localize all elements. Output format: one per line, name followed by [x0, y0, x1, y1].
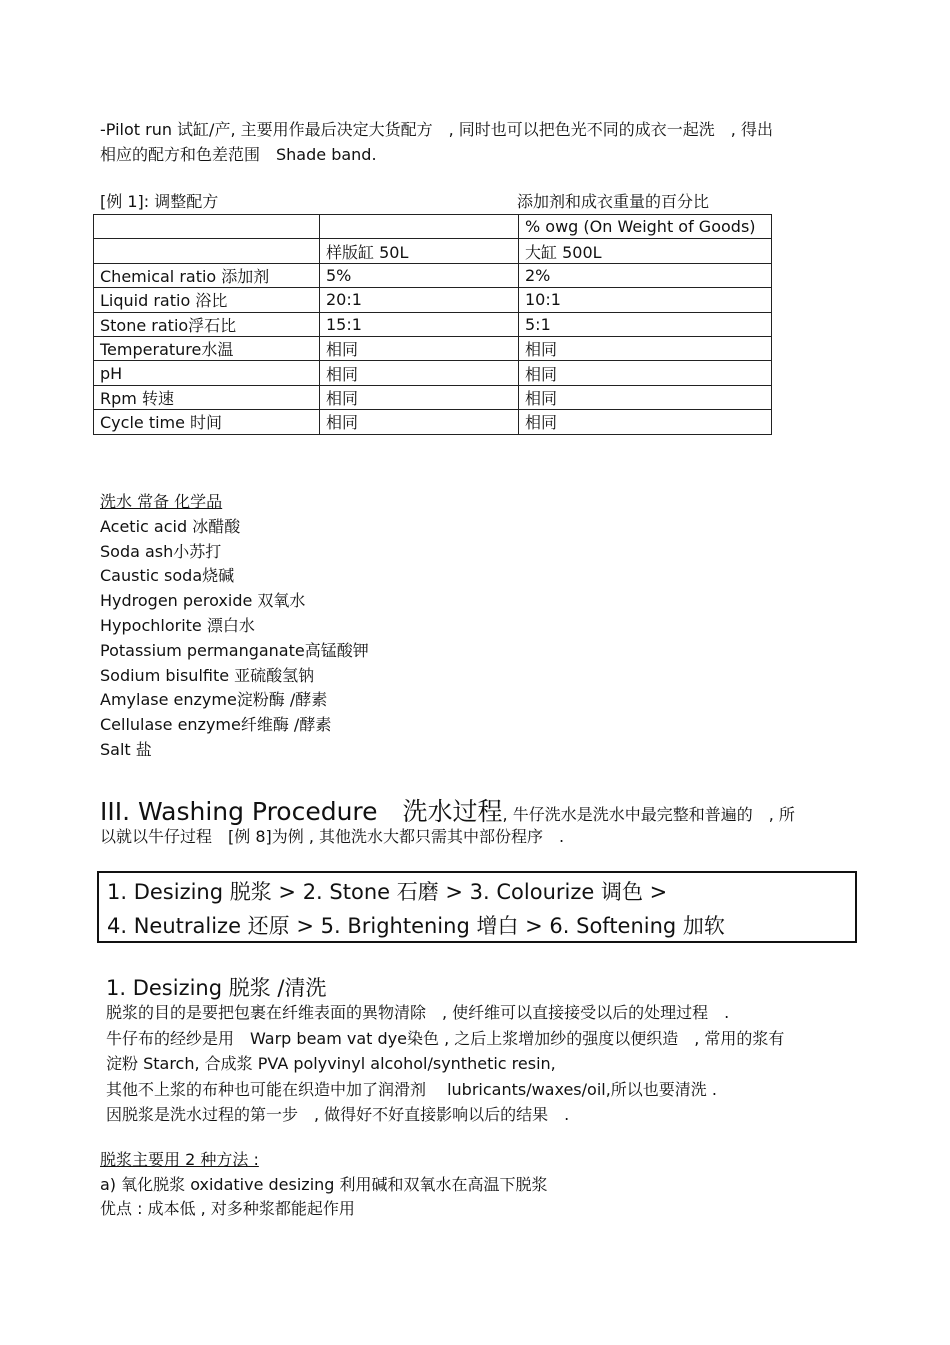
section-3-desc-1: , 牛仔洗水是洗水中最完整和普遍的 , 所 — [502, 805, 795, 824]
example-label: [例 1]: 调整配方 — [100, 192, 219, 211]
table-cell — [94, 215, 320, 239]
table-row — [94, 263, 772, 287]
table-cell: 相同 — [320, 336, 519, 360]
table-cell: 大缸 500L — [519, 239, 772, 263]
table-row — [94, 385, 772, 409]
table-cell: 相同 — [320, 410, 519, 434]
paragraph-line: 其他不上浆的布种也可能在织造中加了润滑剂 lubricants/waxes/oil,所以也要清洗 . — [106, 1079, 717, 1099]
table-cell: 20:1 — [320, 288, 519, 312]
section-3-title: III. Washing Procedure 洗水过程 — [100, 797, 503, 826]
methods-title: 脱浆主要用 2 种方法 : — [100, 1150, 259, 1169]
table-cell: 15:1 — [320, 312, 519, 336]
chemicals-list — [100, 490, 369, 763]
recipe-table — [93, 214, 772, 435]
table-cell: pH — [94, 361, 320, 385]
table-cell: Chemical ratio 添加剂 — [94, 263, 320, 287]
paragraph-line: 脱浆的目的是要把包裹在纤维表面的異物清除 , 使纤维可以直接接受以后的处理过程 . — [106, 1003, 730, 1022]
list-item: Caustic soda烧碱 — [100, 566, 235, 586]
list-item: Hydrogen peroxide 双氧水 — [100, 591, 306, 611]
table-cell: 相同 — [519, 410, 772, 434]
paragraph-line: 淀粉 Starch, 合成浆 PVA polyvinyl alcohol/synthetic resin, — [106, 1054, 556, 1073]
list-item: Hypochlorite 漂白水 — [100, 615, 255, 635]
table-row — [94, 336, 772, 360]
table-cell: % owg (On Weight of Goods) — [519, 215, 772, 239]
desizing-paragraph — [106, 1000, 784, 1128]
list-item: Sodium bisulfite 亚硫酸氢钠 — [100, 665, 315, 685]
list-item: Soda ash小苏打 — [100, 541, 222, 561]
section-3-heading — [100, 792, 795, 828]
paragraph-line: 因脱浆是洗水过程的第一步 , 做得好不好直接影响以后的结果 . — [106, 1105, 570, 1124]
table-cell: 相同 — [519, 336, 772, 360]
table-cell: 2% — [519, 263, 772, 287]
table-row — [94, 361, 772, 385]
method-a: a) 氧化脱浆 oxidative desizing 利用碱和双氧水在高温下脱浆 — [100, 1174, 548, 1194]
section-3-desc-2: 以就以牛仔过程 [例 8]为例 , 其他洗水大都只需其中部份程序 . — [100, 827, 565, 846]
desizing-heading: 1. Desizing 脱浆 /清洗 — [106, 976, 327, 1000]
table-cell: Temperature水温 — [94, 336, 320, 360]
table-cell: Liquid ratio 浴比 — [94, 288, 320, 312]
table-cell: Stone ratio浮石比 — [94, 312, 320, 336]
table-cell: 样版缸 50L — [320, 239, 519, 263]
table-cell: Rpm 转速 — [94, 385, 320, 409]
table-cell — [94, 239, 320, 263]
example-note: 添加剂和成衣重量的百分比 — [517, 192, 710, 211]
list-item: Acetic acid 冰醋酸 — [100, 516, 241, 536]
chemicals-title: 洗水 常备 化学品 — [100, 492, 223, 511]
flow-line-1: 1. Desizing 脱浆 > 2. Stone 石磨 > 3. Colourize 调色 > — [107, 880, 668, 904]
table-row — [94, 410, 772, 434]
table-cell: 相同 — [519, 385, 772, 409]
table-header-row — [94, 215, 772, 239]
desizing-methods — [100, 1148, 548, 1222]
table-cell: 5:1 — [519, 312, 772, 336]
intro-line-1: -Pilot run 试缸/产, 主要用作最后决定大货配方 , 同时也可以把色光不同的成衣一起洗 , 得出 — [100, 120, 773, 139]
table-cell: 相同 — [519, 361, 772, 385]
table-row — [94, 312, 772, 336]
list-item: Salt 盐 — [100, 739, 152, 759]
flow-line-2: 4. Neutralize 还原 > 5. Brightening 增白 > 6. Softening 加软 — [107, 914, 725, 938]
table-header-row — [94, 239, 772, 263]
paragraph-line: 牛仔布的经纱是用 Warp beam vat dye染色 , 之后上浆增加纱的强度以便织造 , 常用的浆有 — [106, 1028, 785, 1048]
table-cell: 相同 — [320, 361, 519, 385]
list-item: Cellulase enzyme纤维酶 /酵素 — [100, 715, 332, 735]
intro-line-2: 相应的配方和色差范围 Shade band. — [100, 145, 377, 164]
method-a-pros: 优点 : 成本低 , 对多种浆都能起作用 — [100, 1199, 355, 1219]
table-cell: 相同 — [320, 385, 519, 409]
procedure-flow-box — [97, 871, 857, 943]
table-cell — [320, 215, 519, 239]
table-cell: Cycle time 时间 — [94, 410, 320, 434]
list-item: Potassium permanganate高锰酸钾 — [100, 640, 369, 660]
list-item: Amylase enzyme淀粉酶 /酵素 — [100, 690, 328, 710]
table-row — [94, 288, 772, 312]
table-cell: 10:1 — [519, 288, 772, 312]
table-cell: 5% — [320, 263, 519, 287]
